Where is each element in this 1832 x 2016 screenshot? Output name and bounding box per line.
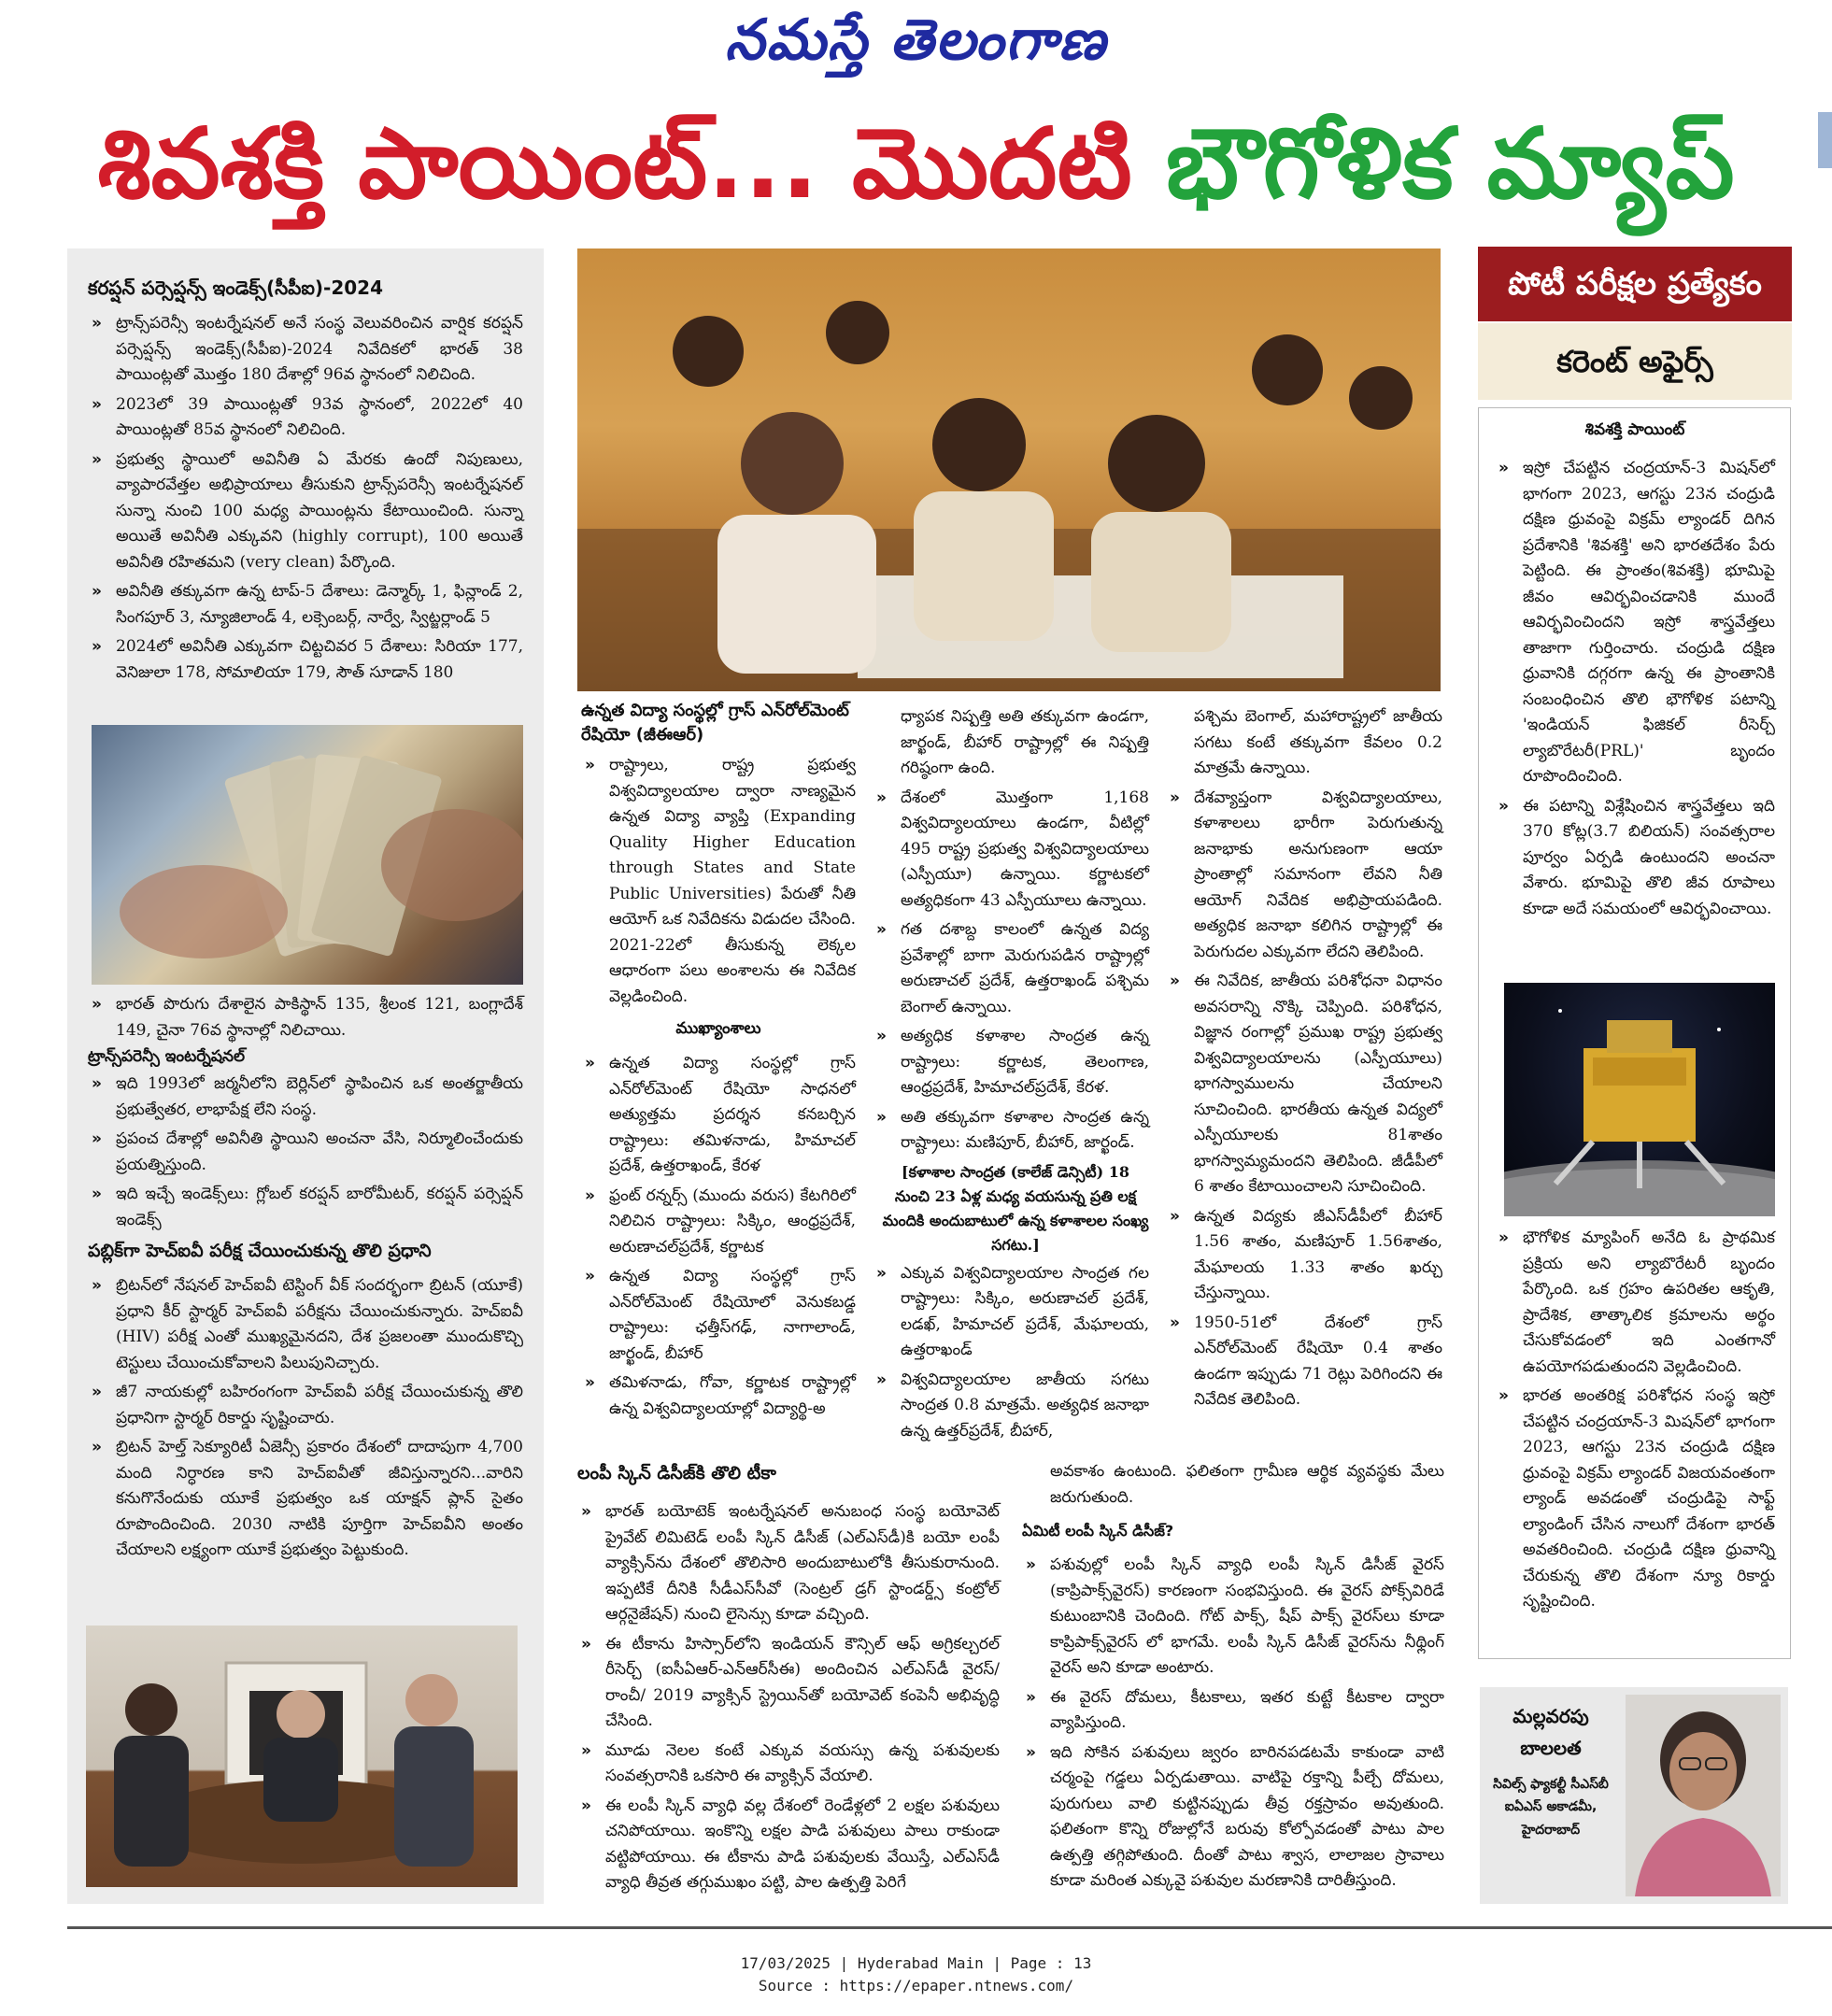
list-item: » గత దశాబ్ద కాలంలో ఉన్నత విద్య ప్రవేశాల్లో బాగా మెరుగుపడిన రాష్ట్రాల్లో అరుణాచల్ ప్రదేశ్, ఉత్తరాఖండ్ పశ్చిమ బెంగాల్ ఉన్నాయి. [873, 917, 1149, 1020]
lsd-col1 [577, 1463, 1000, 1900]
list-item: » ఇది సోకిన పశువులు జ్వరం బారినపడటమే కాకుండా వాటి చర్మంపై గడ్డలు ఏర్పడుతాయి. వాటిపై రక్తాన్ని పీల్చే దోమలు, పురుగులు వాలి కుట్టినప్పుడు తీవ్ర రక్తస్రావం అవుతుంది. ఫలితంగా కొన్ని రోజుల్లోనే బరువు కోల్పోవడంతో పాటు పాల ఉత్పత్తి తగ్గిపోతుంది. దీంతో పాటు శ్వాస, లాలాజల స్రావాలు కూడా మరింత ఎక్కువై పశువుల మరణానికి దారితీస్తుంది. [1022, 1740, 1444, 1895]
list-item: » ఈ నివేదిక, జాతీయ పరిశోధనా విధానం అవసరాన్ని నొక్కి చెప్పింది. పరిశోధన, విజ్ఞాన రంగాల్లో ప్రముఖ రాష్ట్ర ప్రభుత్వ విశ్వవిద్యాలయాలను (ఎస్పీయూలు) భాగస్వాములను చేయాలని సూచించింది. భారతీయ ఉన్నత విద్యలో ఎస్పీయూలకు 81శాతం భాగస్వామ్యమందని తెలిపింది. జీడీపీలో 6 శాతం కేటాయించాలని సూచించింది. [1166, 969, 1442, 1200]
lander-photo [1504, 983, 1775, 1216]
competitive-exams-banner: పోటీ పరీక్షల ప్రత్యేకం [1478, 247, 1792, 321]
people-meeting-icon [86, 1626, 518, 1887]
list-item: » భారత్ బయోటెక్ ఇంటర్నేషనల్ అనుబంధ సంస్థ బయోవెట్ ప్రైవేట్ లిమిటెడ్ లంపీ స్కిన్ డిసీజ్ (ఎల్‌ఎస్‌డీ)కి బయో లంపీ వ్యాక్సిన్‌ను దేశంలో తొలిసారి అందుబాటులోకి తీసుకురానుంది. ఇప్పటికే దీనికి సీడీఎస్‌సీవో (సెంట్రల్ డ్రగ్ స్టాండర్డ్స్ కంట్రోల్ ఆర్గనైజేషన్) నుంచి లైసెన్సు కూడా వచ్చింది. [577, 1499, 1000, 1628]
ger-list-4 [873, 1261, 1149, 1445]
list-item: » ఈ లంపీ స్కిన్ వ్యాధి వల్ల దేశంలో రెండేళ్లలో 2 లక్షల పశువులు చనిపోయాయి. ఇంకొన్ని లక్షల పాడి పశువులు పాలు రాకుండా వట్టిపోయాయి. ఈ టీకాను పాడి పశువులకు వేయిస్తే, ఎల్‌ఎస్‌డీ వ్యాధి తీవ్రత తగ్గుముఖం పట్టి, పాల ఉత్పత్తి పెరిగే [577, 1794, 1000, 1896]
ti-list [88, 1072, 523, 1233]
shiva-list-2 [1495, 1226, 1775, 1615]
list-item: » ఇది 1993లో జర్మనీలోని బెర్లిన్‌లో స్థాపించిన ఒక అంతర్జాతీయ ప్రభుత్వేతర, లాభాపేక్ష లేని సంస్థ. [88, 1072, 523, 1123]
lsd-list-2 [1022, 1553, 1444, 1895]
list-item: » విశ్వవిద్యాలయాల జాతీయ సగటు సాంద్రత 0.8 మాత్రమే. అత్యధిక జనాభా ఉన్న ఉత్తర్‌ప్రదేశ్, బీహార్, [873, 1368, 1149, 1445]
list-item: » 1950-51లో దేశంలో గ్రాస్ ఎన్‌రోల్‌మెంట్ రేషియో 0.4 శాతం ఉండగా ఇప్పుడు 71 రెట్లు పెరిగిందని ఈ నివేదిక తెలిపింది. [1166, 1311, 1442, 1413]
list-item: » ప్రపంచ దేశాల్లో అవినీతి స్థాయిని అంచనా వేసి, నిర్మూలించేందుకు ప్రయత్నిస్తుంది. [88, 1127, 523, 1178]
shiva-title: శివశక్తి పాయింట్ [1584, 420, 1685, 439]
cpi-section-continued [88, 992, 523, 1237]
list-item: » జీ7 నాయకుల్లో బహిరంగంగా హెచ్‌ఐవీ పరీక్ష చేయించుకున్న తొలి ప్రధానిగా స్టార్మర్ రికార్డు సృష్టించారు. [88, 1380, 523, 1431]
headline [0, 98, 1832, 229]
ger-col2-lead: ధ్యాపక నిష్పత్తి అతి తక్కువగా ఉండగా, జార్ఖండ్, బీహార్ రాష్ట్రాల్లో ఈ నిష్పత్తి గరిష్ఠంగా ఉంది. [901, 707, 1149, 777]
currency-notes-icon [92, 725, 523, 985]
list-item: » అవినీతి తక్కువగా ఉన్న టాప్-5 దేశాలు: డెన్మార్క్ 1, ఫిన్లాండ్ 2, సింగపూర్ 3, న్యూజిలాండ్ 4, లక్సెంబర్గ్, నార్వే, స్విట్జర్లాండ్ 5 [88, 579, 523, 631]
author-photo [1626, 1695, 1781, 1896]
list-item: » తమిళనాడు, గోవా, కర్ణాటక రాష్ట్రాల్లో ఉన్న విశ్వవిద్యాలయాల్లో విద్యార్థి-అ [581, 1370, 856, 1422]
footer-rule [67, 1926, 1832, 1929]
list-item: » ట్రాన్స్‌పరెన్సీ ఇంటర్నేషనల్ అనే సంస్థ వెలువరించిన వార్షిక కరప్షన్ పర్సెప్షన్స్ ఇండెక్స్(సీపీఐ)-2024 నివేదికలో భారత్ 38 పాయింట్లతో మొత్తం 180 దేశాల్లో 96వ స్థానంలో నిలిచింది. [88, 311, 523, 389]
list-item: » ఇది ఇచ్చే ఇండెక్స్‌లు: గ్లోబల్ కరప్షన్ బారోమీటర్, కరప్షన్ పర్సెప్షన్ ఇండెక్స్ [88, 1182, 523, 1233]
lsd-title: లంపీ స్కిన్ డిసీజ్‌కి తొలి టీకా [577, 1463, 776, 1484]
list-item: » 2024లో అవినీతి ఎక్కువగా చిట్టచివర 5 దేశాలు: సిరియా 177, వెనిజులా 178, సోమాలియా 179, సౌత్ సూడాన్ 180 [88, 634, 523, 686]
ger-col2 [873, 704, 1149, 1448]
author-city: హైదరాబాద్ [1521, 1823, 1581, 1838]
author-name-line1: మల్లవరపు [1512, 1705, 1589, 1727]
hiv-section [88, 1241, 523, 1568]
shiva-list-1 [1495, 456, 1775, 922]
meeting-photo [86, 1626, 518, 1887]
list-item: » 2023లో 39 పాయింట్లతో 93వ స్థానంలో, 2022లో 40 పాయింట్లతో 85వ స్థానంలో నిలిచింది. [88, 392, 523, 444]
list-item: » ఫ్రంట్ రన్నర్స్ (ముందు వరుస) కేటగిరిలో నిలిచిన రాష్ట్రాలు: సిక్కిం, ఆంధ్రప్రదేశ్, అరుణాచల్‌ప్రదేశ్, కర్ణాటక [581, 1184, 856, 1261]
list-item: » పశువుల్లో లంపీ స్కిన్ వ్యాధి లంపీ స్కిన్ డిసీజ్ వైరస్ (కాప్రిపాక్స్‌వైరస్) కారణంగా సంభవిస్తుంది. ఈ వైరస్ పోక్స్‌విరిడే కుటుంబానికి చెందింది. గోట్ పాక్స్, షీప్ పాక్స్ వైరస్‌లు కూడా కాప్రిపాక్స్‌వైరస్ లో భాగమే. లంపీ స్కిన్ డిసీజ్ వైరస్‌ను నీథ్లింగ్ వైరస్ అని కూడా అంటారు. [1022, 1553, 1444, 1682]
ger-col1 [581, 699, 856, 1426]
ger-highlights-heading: ముఖ్యాంశాలు [675, 1019, 761, 1038]
headline-part-red: శివశక్తి పాయింట్... మొదటి [97, 106, 1166, 220]
masthead: నమస్తే తెలంగాణ [724, 7, 1108, 73]
page-edge-marks [1818, 112, 1832, 1233]
hiv-title: పబ్లిక్‌గా హెచ్‌ఐవీ పరీక్ష చేయించుకున్న తొలి ప్రధాని [88, 1241, 432, 1261]
currency-photo [92, 725, 523, 985]
cpi-neighbours-list [88, 992, 523, 1043]
lsd-col2-lead: అవకాశం ఉంటుంది. ఫలితంగా గ్రామీణ ఆర్థిక వ్యవస్థకు మేలు జరుగుతుంది. [1050, 1462, 1444, 1507]
students-icon [577, 248, 1441, 691]
vikram-lander-icon [1504, 983, 1775, 1216]
list-item: » బ్రిటన్ హెల్త్ సెక్యూరిటీ ఏజెన్సీ ప్రకారం దేశంలో దాదాపుగా 4,700 మంది నిర్ధారణ కాని హెచ్‌ఐవీతో జీవిస్తున్నారని...వారిని కనుగొనేందుకు యూకే ప్రభుత్వం ఒక యాక్షన్ ప్లాన్ సైతం రూపొందించింది. 2030 నాటికి పూర్తిగా హెచ్‌ఐవీని అంతం చేయాలని లక్ష్యంగా యూకే ప్రభుత్వం పెట్టుకుంది. [88, 1435, 523, 1564]
ger-list-5 [1166, 786, 1442, 1413]
list-item: » ఉన్నత విద్యా సంస్థల్లో గ్రాస్ ఎన్‌రోల్‌మెంట్ రేషియో సాధనలో అత్యుత్తమ ప్రదర్శన కనబర్చిన రాష్ట్రాలు: తమిళనాడు, హిమాచల్ ప్రదేశ్, ఉత్తరాఖండ్, కేరళ [581, 1051, 856, 1180]
list-item: » భారత అంతరిక్ష పరిశోధన సంస్థ ఇస్రో చేపట్టిన చంద్రయాన్-3 మిషన్‌లో భాగంగా 2023, ఆగస్టు 23న చంద్రుడి దక్షిణ ధ్రువంపై విక్రమ్ ల్యాండర్ విజయవంతంగా ల్యాండ్ అవడంతో చంద్రుడిపై సాఫ్ట్ ల్యాండింగ్ చేసిన నాలుగో దేశంగా భారత్ అవతరించింది. చంద్రుడి దక్షిణ ధ్రువాన్ని చేరుకున్న తొలి దేశంగా న్యూ రికార్డు సృష్టించింది. [1495, 1384, 1775, 1615]
footer-date-edition: 17/03/2025 | Hyderabad Main | Page : 13 [740, 1954, 1092, 1972]
list-item: » ఈ వైరస్ దోమలు, కీటకాలు, ఇతర కుట్టే కీటకాల ద్వారా వ్యాపిస్తుంది. [1022, 1685, 1444, 1737]
ger-list-1 [581, 753, 856, 1010]
list-item: » ఉన్నత విద్యకు జీఎస్‌డీపీలో బీహార్ 1.56 శాతం, మణిపూర్ 1.56శాతం, మేఘాలయ 1.33 శాతం ఖర్చు చేస్తున్నాయి. [1166, 1204, 1442, 1307]
author-role: సివిల్స్ ఫ్యాకల్టీ సీఎస్‌బీ ఐఏఎస్ అకాడమీ, [1493, 1777, 1609, 1814]
list-item: » మూడు నెలల కంటే ఎక్కువ వయస్సు ఉన్న పశువులకు సంవత్సరానికి ఒకసారి ఈ వ్యాక్సిన్ వేయాలి. [577, 1739, 1000, 1790]
list-item: » ఉన్నత విద్యా సంస్థల్లో గ్రాస్ ఎన్‌రోల్‌మెంట్ రేషియోలో వెనుకబడ్డ రాష్ట్రాలు: ఛత్తీస్‌గఢ్, నాగాలాండ్, జార్ఖండ్, బీహార్ [581, 1264, 856, 1367]
ti-subtitle: ట్రాన్స్‌పరెన్సీ ఇంటర్నేషనల్ [88, 1047, 245, 1066]
lsd-list-1 [577, 1499, 1000, 1896]
ger-list-3 [873, 786, 1149, 1157]
list-item: » దేశవ్యాప్తంగా విశ్వవిద్యాలయాలు, కళాశాలలు భారీగా పెరుగుతున్న జనాభాకు అనుగుణంగా ఆయా ప్రాంతాల్లో సమానంగా లేవని నీతి ఆయోగ్ నివేదిక అభిప్రాయపడింది. అత్యధిక జనాభా కలిగిన రాష్ట్రాల్లో ఈ పెరుగుదల ఎక్కువగా లేదని తెలిపింది. [1166, 786, 1442, 966]
hiv-list [88, 1273, 523, 1564]
list-item: » ఈ పటాన్ని విశ్లేషించిన శాస్త్రవేత్తలు ఇది 370 కోట్ల(3.7 బిలియన్) సంవత్సరాల పూర్వం ఏర్పడి ఉంటుందని అంచనా వేశారు. భూమిపై తొలి జీవ రూపాలు కూడా అదే సమయంలో ఆవిర్భవించాయి. [1495, 794, 1775, 923]
college-density-note: [కళాశాల సాంద్రత (కాలేజ్ డెన్సిటీ) 18 నుంచి 23 ఏళ్ల మధ్య వయసున్న ప్రతి లక్ష మందికి అందుబాటులో ఉన్న కళాశాలల సంఖ్య సగటు.] [882, 1162, 1149, 1254]
classroom-photo [577, 248, 1441, 691]
cpi-list [88, 311, 523, 686]
current-affairs-label: కరెంట్ అఫైర్స్ [1478, 323, 1792, 400]
lsd-col2 [1022, 1459, 1444, 1898]
ger-col3 [1166, 704, 1442, 1417]
ger-col3-lead: పశ్చిమ బెంగాల్, మహారాష్ట్రలో జాతీయ సగటు కంటే తక్కువగా కేవలం 0.2 మాత్రమే ఉన్నాయి. [1194, 707, 1442, 777]
list-item: » అత్యధిక కళాశాల సాంద్రత ఉన్న రాష్ట్రాలు: కర్ణాటక, తెలంగాణ, ఆంధ్రప్రదేశ్, హిమాచల్‌ప్రదేశ్, కేరళ. [873, 1024, 1149, 1101]
shiva-shakti-section-continued [1495, 1226, 1775, 1619]
list-item: » రాష్ట్రాలు, రాష్ట్ర ప్రభుత్వ విశ్వవిద్యాలయాల ద్వారా నాణ్యమైన ఉన్నత విద్యా వ్యాప్తి (Expanding Quality Higher Education through States and State Public Universities) పేరుతో నీతి ఆయోగ్ ఒక నివేదికను విడుదల చేసింది. 2021-22లో తీసుకున్న లెక్కల ఆధారంగా పలు అంశాలను ఈ నివేదిక వెల్లడించింది. [581, 753, 856, 1010]
cpi-section [88, 277, 523, 689]
list-item: » ఈ టీకాను హిస్సార్‌లోని ఇండియన్ కౌన్సిల్ ఆఫ్ అగ్రికల్చరల్ రీసెర్చ్ (ఐసీఏఆర్-ఎన్‌ఆర్‌సీఈ) అందించిన ఎల్‌ఎస్‌డీ వైరస్/రాంచీ/ 2019 వ్యాక్సిన్ స్ట్రెయిన్‌తో బయోవెట్ కంపెనీ అభివృద్ధి చేసింది. [577, 1632, 1000, 1735]
list-item: » బ్రిటన్‌లో నేషనల్ హెచ్‌ఐవీ టెస్టింగ్ వీక్ సందర్భంగా బ్రిటన్ (యూకే) ప్రధాని కీర్ స్టార్మర్ హెచ్‌ఐవీ పరీక్షను చేయించుకున్నారు. హెచ్‌ఐవీ (HIV) పరీక్ష ఎంతో ముఖ్యమైనదని, దేశ ప్రజలంతా ముందుకొచ్చి టెస్టులు చేయించుకోవాలని పిలుపునిచ్చారు. [88, 1273, 523, 1376]
ger-title: ఉన్నత విద్యా సంస్థల్లో గ్రాస్ ఎన్‌రోల్‌మెంట్ రేషియో (జీఈఆర్) [581, 701, 849, 745]
author-box [1480, 1687, 1788, 1904]
list-item: » భారత్ పొరుగు దేశాలైన పాకిస్థాన్ 135, శ్రీలంక 121, బంగ్లాదేశ్ 149, చైనా 76వ స్థానాల్లో నిలిచాయి. [88, 992, 523, 1043]
list-item: » భౌగోళిక మ్యాపింగ్ అనేది ఓ ప్రాథమిక ప్రక్రియ అని ల్యాబొరేటరీ బృందం పేర్కొంది. ఒక గ్రహం ఉపరితల ఆకృతి, ప్రాదేశిక, తాత్కాలిక క్రమాలను అర్థం చేసుకోవడంలో ఇది ఎంతగానో ఉపయోగపడుతుందని వెల్లడించింది. [1495, 1226, 1775, 1380]
headline-part-green: భౌగోళిక మ్యాప్ [1165, 106, 1735, 220]
list-item: » ప్రభుత్వ స్థాయిలో అవినీతి ఏ మేరకు ఉందో నిపుణులు, వ్యాపారవేత్తల అభిప్రాయాలు తీసుకుని ట్రాన్స్‌పరెన్సీ ఇంటర్నేషనల్ సున్నా నుంచి 100 మధ్య పాయింట్లను కేటాయించింది. సున్నా అయితే అవినీతి ఎక్కువని (highly corrupt), 100 అయితే అవినీతి రహితమని (very clean) పేర్కొంది. [88, 447, 523, 576]
list-item: » దేశంలో మొత్తంగా 1,168 విశ్వవిద్యాలయాలు ఉండగా, వీటిల్లో 495 రాష్ట్ర ప్రభుత్వ విశ్వవిద్యాలయాలు (ఎస్పీయూ) ఉన్నాయి. కర్ణాటకలో అత్యధికంగా 43 ఎస్పీయూలు ఉన్నాయి. [873, 786, 1149, 915]
footer-source: Source : https://epaper.ntnews.com/ [758, 1977, 1074, 1995]
lsd-subheading: ఏమిటీ లంపీ స్కిన్ డిసీజ్? [1022, 1522, 1174, 1540]
shiva-shakti-section [1495, 420, 1775, 926]
cpi-title: కరప్షన్ పర్సెప్షన్స్ ఇండెక్స్(సీపీఐ)-2024 [88, 277, 384, 299]
author-name-line2: బాలలత [1520, 1737, 1582, 1759]
list-item: » ఎక్కువ విశ్వవిద్యాలయాల సాంద్రత గల రాష్ట్రాలు: సిక్కిం, అరుణాచల్ ప్రదేశ్, లడఖ్, హిమాచల్ ప్రదేశ్, మేఘాలయ, ఉత్తరాఖండ్ [873, 1261, 1149, 1364]
list-item: » అతి తక్కువగా కళాశాల సాంద్రత ఉన్న రాష్ట్రాలు: మణిపూర్, బీహార్, జార్ఖండ్. [873, 1105, 1149, 1157]
author-avatar [1626, 1695, 1781, 1896]
ger-list-2 [581, 1051, 856, 1422]
list-item: » ఇస్రో చేపట్టిన చంద్రయాన్-3 మిషన్‌లో భాగంగా 2023, ఆగస్టు 23న చంద్రుడి దక్షిణ ధ్రువంపై విక్రమ్ ల్యాండర్ దిగిన ప్రదేశానికి 'శివశక్తి' అని భారతదేశం పేరు పెట్టింది. ఈ ప్రాంతం(శివశక్తి) భూమిపై జీవం ఆవిర్భవించడానికి ముందే ఆవిర్భవించిందని ఇస్రో శాస్త్రవేత్తలు తాజాగా గుర్తించారు. చంద్రుడి దక్షిణ ధ్రువానికి దగ్గరగా ఉన్న ఈ ప్రాంతానికి సంబంధించిన తొలి భౌగోళిక పటాన్ని 'ఇండియన్ ఫిజికల్ రీసెర్చ్ ల్యాబొరేటరీ(PRL)' బృందం రూపొందించింది. [1495, 456, 1775, 790]
author-text [1487, 1700, 1614, 1842]
